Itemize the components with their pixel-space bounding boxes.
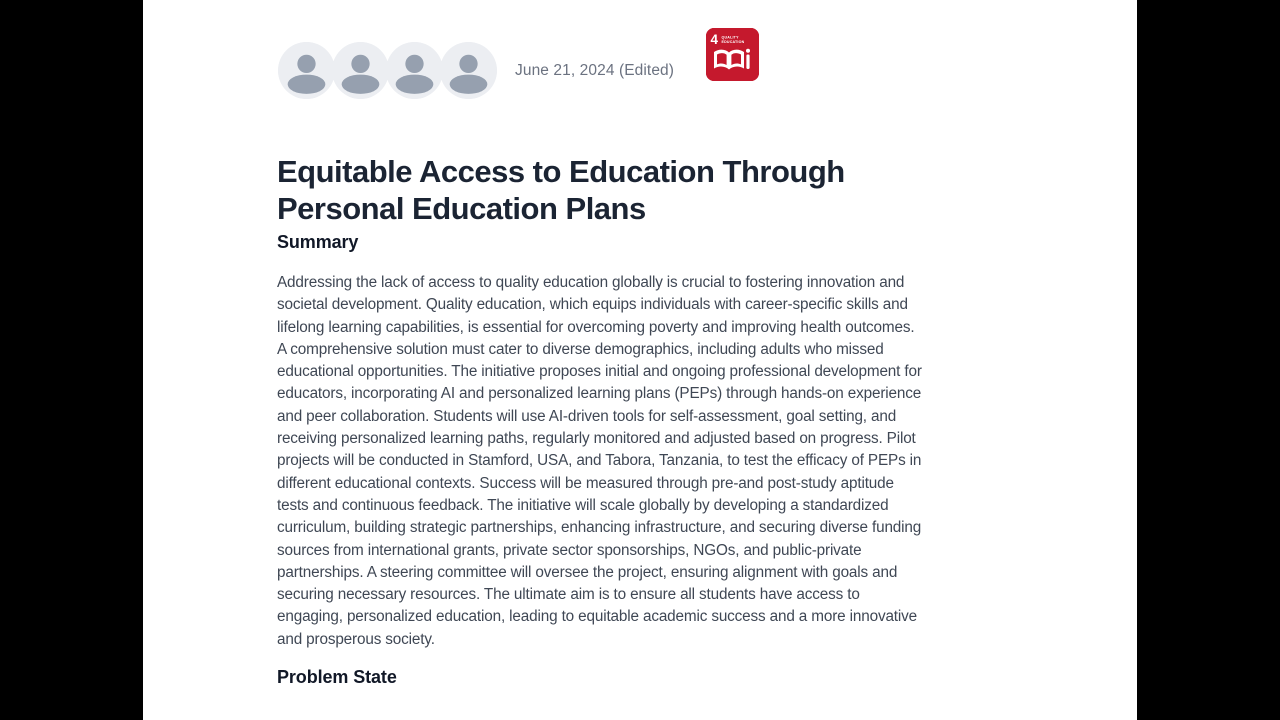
letterbox-right xyxy=(1137,0,1280,720)
sdg4-quality-education-icon xyxy=(706,28,759,81)
sdg-title-line2: EDUCATION xyxy=(721,39,745,44)
avatar[interactable] xyxy=(440,42,497,99)
post-date-label: June 21, 2024 (Edited) xyxy=(515,61,675,79)
person-icon xyxy=(386,42,443,99)
sdg4-badge[interactable] xyxy=(706,28,759,81)
avatar[interactable] xyxy=(386,42,443,99)
article-body xyxy=(277,231,922,688)
section-heading-summary: Summary xyxy=(277,232,359,252)
summary-paragraph: Addressing the lack of access to quality education globally is crucial to fostering innovation and societal development. Quality education, which equips individuals with career-specific skills and lifelong learning capabilities, is essential for overcoming poverty and improving health outcomes. A comprehensive solution must cater to diverse demographics, including adults who missed educational opportunities. The initiative proposes initial and ongoing professional development for educators, incorporating AI and personalized learning plans (PEPs) through hands-on experience and peer collaboration. Students will use AI-driven tools for self-assessment, goal setting, and receiving personalized learning paths, regularly monitored and adjusted based on progress. Pilot projects will be conducted in Stamford, USA, and Tabora, Tanzania, to test the efficacy of PEPs in different educational contexts. Success will be measured through pre-and post-study aptitude tests and continuous feedback. The initiative will scale globally by developing a standardized curriculum, building strategic partnerships, enhancing infrastructure, and securing diverse funding sources from international grants, private sector sponsorships, NGOs, and public-private partnerships. A steering committee will oversee the project, ensuring alignment with goals and securing necessary resources. The ultimate aim is to ensure all students have access to engaging, personalized education, leading to equitable academic success and a more innovative and prosperous society. xyxy=(277,274,922,648)
sdg-title-line1: QUALITY xyxy=(721,35,739,40)
avatar[interactable] xyxy=(278,42,335,99)
page-title: Equitable Access to Education Through Personal Education Plans xyxy=(277,153,845,226)
person-icon xyxy=(440,42,497,99)
avatar[interactable] xyxy=(332,42,389,99)
post-date xyxy=(515,42,674,99)
author-avatars xyxy=(278,42,494,99)
post-page xyxy=(143,0,1137,720)
open-book-icon xyxy=(714,50,744,70)
sdg-number: 4 xyxy=(710,32,719,47)
person-icon xyxy=(278,42,335,99)
letterbox-left xyxy=(0,0,143,720)
section-heading-problem-state: Problem State xyxy=(277,667,397,688)
pencil-icon xyxy=(746,49,750,69)
person-icon xyxy=(332,42,389,99)
